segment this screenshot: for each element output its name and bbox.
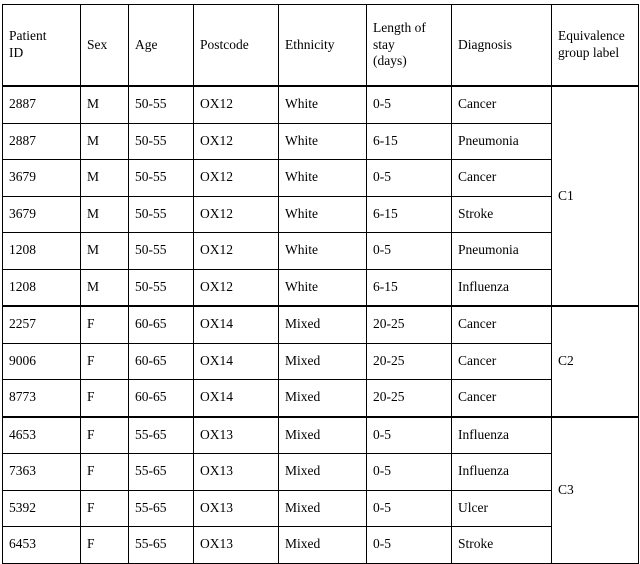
cell-postcode: OX12 (194, 196, 279, 233)
column-header-los-line1: Length of (373, 19, 426, 35)
cell-patient-id: 1208 (3, 269, 81, 306)
cell-sex: F (81, 380, 129, 417)
cell-length-of-stay: 6-15 (367, 269, 452, 306)
cell-patient-id: 1208 (3, 233, 81, 270)
cell-ethnicity: Mixed (279, 380, 367, 417)
column-header-equivalence-group (552, 5, 639, 87)
cell-length-of-stay: 20-25 (367, 380, 452, 417)
cell-patient-id: 4653 (3, 417, 81, 454)
cell-age: 50-55 (129, 196, 194, 233)
cell-age: 60-65 (129, 306, 194, 343)
cell-length-of-stay: 0-5 (367, 160, 452, 197)
table-row (3, 490, 639, 527)
table-row (3, 306, 639, 343)
cell-age: 50-55 (129, 86, 194, 123)
cell-postcode: OX12 (194, 123, 279, 160)
cell-ethnicity: Mixed (279, 454, 367, 491)
cell-diagnosis: Influenza (452, 417, 552, 454)
cell-postcode: OX12 (194, 86, 279, 123)
cell-sex: M (81, 123, 129, 160)
cell-length-of-stay: 0-5 (367, 454, 452, 491)
cell-patient-id: 5392 (3, 490, 81, 527)
cell-age: 55-65 (129, 454, 194, 491)
cell-patient-id: 2257 (3, 306, 81, 343)
cell-ethnicity: Mixed (279, 490, 367, 527)
cell-postcode: OX12 (194, 233, 279, 270)
cell-postcode: OX13 (194, 490, 279, 527)
cell-length-of-stay: 0-5 (367, 527, 452, 564)
column-header-patient-id-line1: Patient (9, 28, 47, 44)
cell-postcode: OX14 (194, 380, 279, 417)
column-header-los-line2: stay (373, 36, 395, 52)
column-header-los-line3: (days) (373, 53, 407, 69)
cell-patient-id: 3679 (3, 196, 81, 233)
cell-sex: F (81, 343, 129, 380)
cell-patient-id: 2887 (3, 123, 81, 160)
cell-sex: F (81, 490, 129, 527)
cell-length-of-stay: 0-5 (367, 86, 452, 123)
cell-length-of-stay: 0-5 (367, 233, 452, 270)
cell-patient-id: 6453 (3, 527, 81, 564)
table-row (3, 380, 639, 417)
cell-ethnicity: White (279, 233, 367, 270)
cell-age: 50-55 (129, 160, 194, 197)
cell-diagnosis: Influenza (452, 454, 552, 491)
cell-sex: F (81, 306, 129, 343)
cell-patient-id: 8773 (3, 380, 81, 417)
table-row (3, 454, 639, 491)
cell-postcode: OX12 (194, 160, 279, 197)
column-header-equivalence-line2: group label (558, 45, 620, 60)
cell-age: 50-55 (129, 123, 194, 160)
table-row (3, 417, 639, 454)
cell-diagnosis: Stroke (452, 527, 552, 564)
cell-ethnicity: Mixed (279, 417, 367, 454)
cell-diagnosis: Cancer (452, 380, 552, 417)
column-header-length-of-stay (367, 5, 452, 87)
cell-sex: M (81, 233, 129, 270)
cell-sex: M (81, 269, 129, 306)
cell-ethnicity: White (279, 196, 367, 233)
cell-age: 60-65 (129, 343, 194, 380)
cell-ethnicity: Mixed (279, 343, 367, 380)
column-header-diagnosis: Diagnosis (452, 5, 552, 87)
cell-patient-id: 2887 (3, 86, 81, 123)
column-header-age: Age (129, 5, 194, 87)
cell-length-of-stay: 0-5 (367, 417, 452, 454)
patient-equivalence-table (2, 4, 639, 564)
cell-ethnicity: White (279, 123, 367, 160)
table-row (3, 123, 639, 160)
table-row (3, 86, 639, 123)
cell-patient-id: 7363 (3, 454, 81, 491)
cell-length-of-stay: 0-5 (367, 490, 452, 527)
cell-diagnosis: Cancer (452, 160, 552, 197)
cell-equivalence-group: C1 (552, 86, 639, 306)
cell-postcode: OX14 (194, 306, 279, 343)
cell-sex: F (81, 527, 129, 564)
cell-diagnosis: Pneumonia (452, 123, 552, 160)
cell-diagnosis: Cancer (452, 306, 552, 343)
column-header-patient-id (3, 5, 81, 87)
cell-patient-id: 3679 (3, 160, 81, 197)
column-header-postcode: Postcode (194, 5, 279, 87)
column-header-patient-id-line2: ID (9, 45, 24, 60)
cell-sex: M (81, 86, 129, 123)
cell-postcode: OX13 (194, 454, 279, 491)
cell-postcode: OX12 (194, 269, 279, 306)
cell-length-of-stay: 6-15 (367, 123, 452, 160)
table-header (3, 5, 639, 87)
cell-ethnicity: Mixed (279, 306, 367, 343)
table-row (3, 527, 639, 564)
cell-ethnicity: White (279, 86, 367, 123)
table-body (3, 86, 639, 563)
column-header-sex: Sex (81, 5, 129, 87)
cell-age: 60-65 (129, 380, 194, 417)
cell-age: 55-65 (129, 527, 194, 564)
column-header-equivalence-line1: Equivalence (558, 28, 625, 44)
cell-patient-id: 9006 (3, 343, 81, 380)
table-row (3, 233, 639, 270)
cell-sex: M (81, 160, 129, 197)
table-row (3, 343, 639, 380)
table-row (3, 160, 639, 197)
table-row (3, 196, 639, 233)
cell-length-of-stay: 20-25 (367, 343, 452, 380)
cell-equivalence-group: C2 (552, 306, 639, 417)
cell-diagnosis: Ulcer (452, 490, 552, 527)
cell-sex: M (81, 196, 129, 233)
cell-diagnosis: Cancer (452, 86, 552, 123)
cell-diagnosis: Stroke (452, 196, 552, 233)
cell-age: 55-65 (129, 490, 194, 527)
cell-age: 55-65 (129, 417, 194, 454)
cell-length-of-stay: 6-15 (367, 196, 452, 233)
cell-postcode: OX13 (194, 527, 279, 564)
cell-diagnosis: Pneumonia (452, 233, 552, 270)
table-row (3, 269, 639, 306)
cell-postcode: OX14 (194, 343, 279, 380)
cell-age: 50-55 (129, 233, 194, 270)
cell-sex: F (81, 417, 129, 454)
cell-ethnicity: Mixed (279, 527, 367, 564)
cell-age: 50-55 (129, 269, 194, 306)
cell-ethnicity: White (279, 269, 367, 306)
cell-sex: F (81, 454, 129, 491)
cell-equivalence-group: C3 (552, 417, 639, 564)
cell-postcode: OX13 (194, 417, 279, 454)
cell-diagnosis: Cancer (452, 343, 552, 380)
cell-ethnicity: White (279, 160, 367, 197)
cell-diagnosis: Influenza (452, 269, 552, 306)
column-header-ethnicity: Ethnicity (279, 5, 367, 87)
cell-length-of-stay: 20-25 (367, 306, 452, 343)
header-row (3, 5, 639, 87)
